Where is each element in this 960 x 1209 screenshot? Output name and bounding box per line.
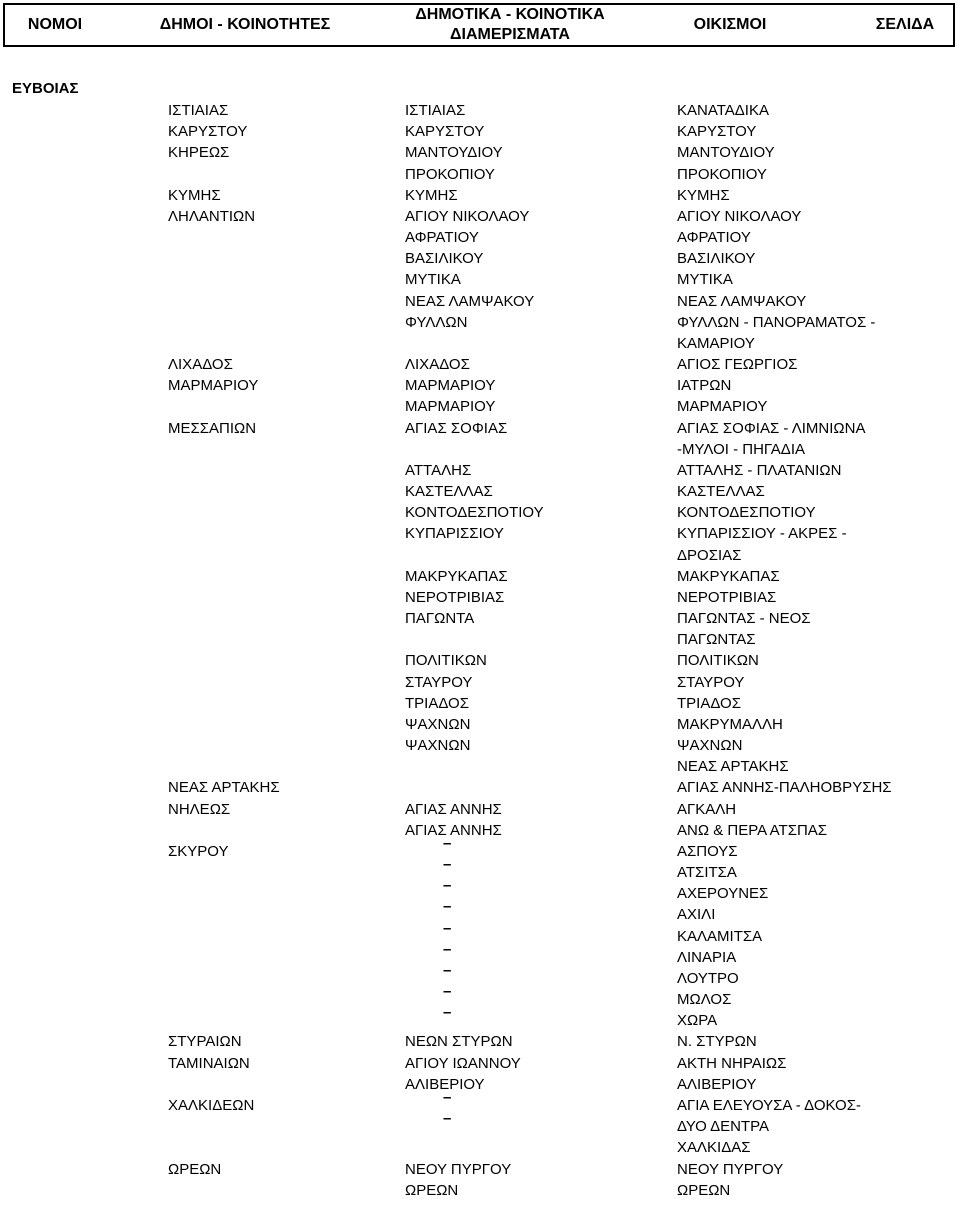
settlement-cell: ΩΡΕΩΝ [677,1181,731,1199]
settlement-cell: ΛΟΥΤΡΟ [677,969,739,987]
settlement-cell: ΝΕΟΥ ΠΥΡΓΟΥ [677,1160,784,1178]
district-cell: ΣΤΑΥΡΟΥ [405,673,473,691]
dash-placeholder: – [443,1110,452,1128]
municipality-cell: ΣΤΥΡΑΙΩΝ [168,1033,242,1051]
settlement-cell: ΜΩΛΟΣ [677,991,732,1009]
district-cell: ΩΡΕΩΝ [405,1181,459,1199]
settlement-cell: ΑΦΡΑΤΙΟΥ [677,229,751,247]
settlement-cell: ΚΥΠΑΡΙΣΣΙΟΥ - ΑΚΡΕΣ - [677,525,847,543]
settlement-cell: ΚΑΛΑΜΙΤΣΑ [677,927,763,945]
prefecture-name: ΕΥΒΟΙΑΣ [12,80,79,97]
district-cell: ΚΑΣΤΕΛΛΑΣ [405,483,493,501]
district-cell: ΑΛΙΒΕΡΙΟΥ [405,1075,485,1093]
municipality-cell: ΛΗΛΑΝΤΙΩΝ [168,207,256,225]
municipality-cell: ΤΑΜΙΝΑΙΩΝ [168,1054,250,1072]
header-districts-line1: ΔΗΜΟΤΙΚΑ - ΚΟΙΝΟΤΙΚΑ [415,6,605,23]
district-cell: ΠΟΛΙΤΙΚΩΝ [405,652,487,670]
settlement-cell: ΜΑΡΜΑΡΙΟΥ [677,398,768,416]
header-municipalities: ΔΗΜΟΙ - ΚΟΙΝΟΤΗΤΕΣ [159,16,331,33]
municipality-cell: ΜΕΣΣΑΠΙΩΝ [168,419,257,437]
district-cell: ΝΕΟΥ ΠΥΡΓΟΥ [405,1160,512,1178]
settlement-cell: -ΜΥΛΟΙ - ΠΗΓΑΔΙΑ [677,440,805,458]
district-cell: ΙΣΤΙΑΙΑΣ [405,102,466,119]
district-cell: ΠΑΓΩΝΤΑ [405,610,475,628]
district-cell: ΚΑΡΥΣΤΟΥ [405,123,485,141]
district-cell: ΨΑΧΝΩΝ [405,715,471,733]
settlement-cell: ΠΑΓΩΝΤΑΣ - ΝΕΟΣ [677,610,811,628]
municipality-cell: ΧΑΛΚΙΔΕΩΝ [168,1096,255,1114]
dash-placeholder: – [443,877,452,895]
settlement-cell: ΧΩΡΑ [677,1012,718,1030]
district-cell: ΨΑΧΝΩΝ [405,737,471,755]
settlement-cell: ΑΓΙΑ ΕΛΕΥΟΥΣΑ - ΔΟΚΟΣ- [677,1096,861,1114]
district-cell: ΑΓΙΟΥ ΙΩΑΝΝΟΥ [405,1054,521,1072]
municipality-cell: ΛΙΧΑΔΟΣ [168,356,233,374]
settlement-cell: ΚΟΝΤΟΔΕΣΠΟΤΙΟΥ [677,504,816,522]
settlement-cell: ΚΑΝΑΤΑΔΙΚΑ [677,102,769,119]
settlement-cell: ΠΡΟΚΟΠΙΟΥ [677,165,767,183]
dash-placeholder: – [443,1088,452,1106]
settlement-cell: ΑΝΩ & ΠΕΡΑ ΑΤΣΠΑΣ [677,821,828,839]
settlement-cell: ΤΡΙΑΔΟΣ [677,694,741,712]
settlement-cell: ΑΓΙΟΣ ΓΕΩΡΓΙΟΣ [677,356,798,374]
settlement-cell: ΑΧΙΛΙ [677,906,716,924]
district-cell: ΑΦΡΑΤΙΟΥ [405,229,479,247]
settlement-cell: ΣΤΑΥΡΟΥ [677,673,745,691]
settlement-cell: ΜΥΤΙΚΑ [677,271,733,289]
district-cell: ΑΓΙΑΣ ΣΟΦΙΑΣ [405,419,508,437]
settlement-cell: ΔΡΟΣΙΑΣ [677,546,742,564]
district-cell: ΜΑΡΜΑΡΙΟΥ [405,398,496,416]
settlement-cell: ΚΑΣΤΕΛΛΑΣ [677,483,765,501]
settlement-cell: ΒΑΣΙΛΙΚΟΥ [677,250,756,268]
settlement-cell: ΜΑΝΤΟΥΔΙΟΥ [677,144,775,162]
municipality-cell: ΚΥΜΗΣ [168,186,221,204]
municipality-cell: ΝΕΑΣ ΑΡΤΑΚΗΣ [168,779,280,797]
district-cell: ΑΓΙΑΣ ΑΝΝΗΣ [405,821,502,839]
settlement-cell: ΠΑΓΩΝΤΑΣ [677,631,756,649]
settlement-cell: ΑΓΙΑΣ ΣΟΦΙΑΣ - ΛΙΜΝΙΩΝΑ [677,419,866,437]
header-page: ΣΕΛΙΔΑ [875,16,935,33]
header-districts-line2: ΔΙΑΜΕΡΙΣΜΑΤΑ [450,26,570,43]
settlement-cell: ΑΓΙΑΣ ΑΝΝΗΣ-ΠΑΛΗΟΒΡΥΣΗΣ [677,779,892,797]
settlement-cell: ΑΧΕΡΟΥΝΕΣ [677,885,769,903]
district-cell: ΑΓΙΑΣ ΑΝΝΗΣ [405,800,502,818]
settlement-cell: ΑΣΠΟΥΣ [677,842,738,860]
settlement-cell: ΚΥΜΗΣ [677,186,730,204]
district-cell: ΑΓΙΟΥ ΝΙΚΟΛΑΟΥ [405,207,530,225]
dash-placeholder: – [443,834,452,852]
municipality-cell: ΙΣΤΙΑΙΑΣ [168,102,229,119]
dash-placeholder: – [443,898,452,916]
district-cell: ΝΕΑΣ ΛΑΜΨΑΚΟΥ [405,292,535,310]
settlement-cell: ΚΑΡΥΣΤΟΥ [677,123,757,141]
settlement-cell: ΧΑΛΚΙΔΑΣ [677,1139,751,1157]
municipality-cell: ΚΑΡΥΣΤΟΥ [168,123,248,141]
settlement-cell: ΝΕΑΣ ΑΡΤΑΚΗΣ [677,758,789,776]
dash-placeholder: – [443,856,452,874]
municipality-cell: ΜΑΡΜΑΡΙΟΥ [168,377,259,395]
municipality-cell: ΝΗΛΕΩΣ [168,800,231,818]
dash-placeholder: – [443,961,452,979]
settlement-cell: ΨΑΧΝΩΝ [677,737,743,755]
district-cell: ΜΥΤΙΚΑ [405,271,461,289]
settlement-cell: ΜΑΚΡΥΜΑΛΛΗ [677,715,783,733]
district-cell: ΜΑΝΤΟΥΔΙΟΥ [405,144,503,162]
settlement-cell: ΑΤΣΙΤΣΑ [677,864,737,882]
district-cell: ΚΥΜΗΣ [405,186,458,204]
dash-placeholder: – [443,919,452,937]
settlement-cell: ΑΤΤΑΛΗΣ - ΠΛΑΤΑΝΙΩΝ [677,461,842,479]
settlement-cell: ΝΕΑΣ ΛΑΜΨΑΚΟΥ [677,292,807,310]
district-cell: ΜΑΚΡΥΚΑΠΑΣ [405,567,508,585]
district-cell: ΜΑΡΜΑΡΙΟΥ [405,377,496,395]
settlement-cell: ΦΥΛΛΩΝ - ΠΑΝΟΡΑΜΑΤΟΣ - [677,313,876,331]
settlement-cell: Ν. ΣΤΥΡΩΝ [677,1033,757,1051]
settlement-cell: ΑΚΤΗ ΝΗΡΑΙΩΣ [677,1054,787,1072]
district-cell: ΚΟΝΤΟΔΕΣΠΟΤΙΟΥ [405,504,544,522]
dash-placeholder: – [443,983,452,1001]
dash-placeholder: – [443,1004,452,1022]
district-cell: ΠΡΟΚΟΠΙΟΥ [405,165,495,183]
settlement-cell: ΚΑΜΑΡΙΟΥ [677,334,755,352]
header-settlements: ΟΙΚΙΣΜΟΙ [693,16,767,33]
settlement-cell: ΜΑΚΡΥΚΑΠΑΣ [677,567,780,585]
settlement-cell: ΑΓΙΟΥ ΝΙΚΟΛΑΟΥ [677,207,802,225]
dash-placeholder: – [443,940,452,958]
district-cell: ΛΙΧΑΔΟΣ [405,356,470,374]
district-cell: ΚΥΠΑΡΙΣΣΙΟΥ [405,525,504,543]
municipality-cell: ΩΡΕΩΝ [168,1160,222,1178]
district-cell: ΒΑΣΙΛΙΚΟΥ [405,250,484,268]
municipality-cell: ΚΗΡΕΩΣ [168,144,230,162]
settlement-cell: ΔΥΟ ΔΕΝΤΡΑ [677,1118,769,1136]
municipality-cell: ΣΚΥΡΟΥ [168,842,229,860]
district-cell: ΑΤΤΑΛΗΣ [405,461,472,479]
district-cell: ΝΕΡΟΤΡΙΒΙΑΣ [405,588,505,606]
settlement-cell: ΝΕΡΟΤΡΙΒΙΑΣ [677,588,777,606]
district-cell: ΝΕΩΝ ΣΤΥΡΩΝ [405,1033,513,1051]
settlement-cell: ΙΑΤΡΩΝ [677,377,732,395]
settlement-cell: ΑΛΙΒΕΡΙΟΥ [677,1075,757,1093]
header-prefectures: ΝΟΜΟΙ [27,16,83,33]
district-cell: ΦΥΛΛΩΝ [405,313,468,331]
settlement-cell: ΑΓΚΑΛΗ [677,800,737,818]
district-cell: ΤΡΙΑΔΟΣ [405,694,469,712]
settlement-cell: ΛΙΝΑΡΙΑ [677,948,737,966]
settlement-cell: ΠΟΛΙΤΙΚΩΝ [677,652,759,670]
